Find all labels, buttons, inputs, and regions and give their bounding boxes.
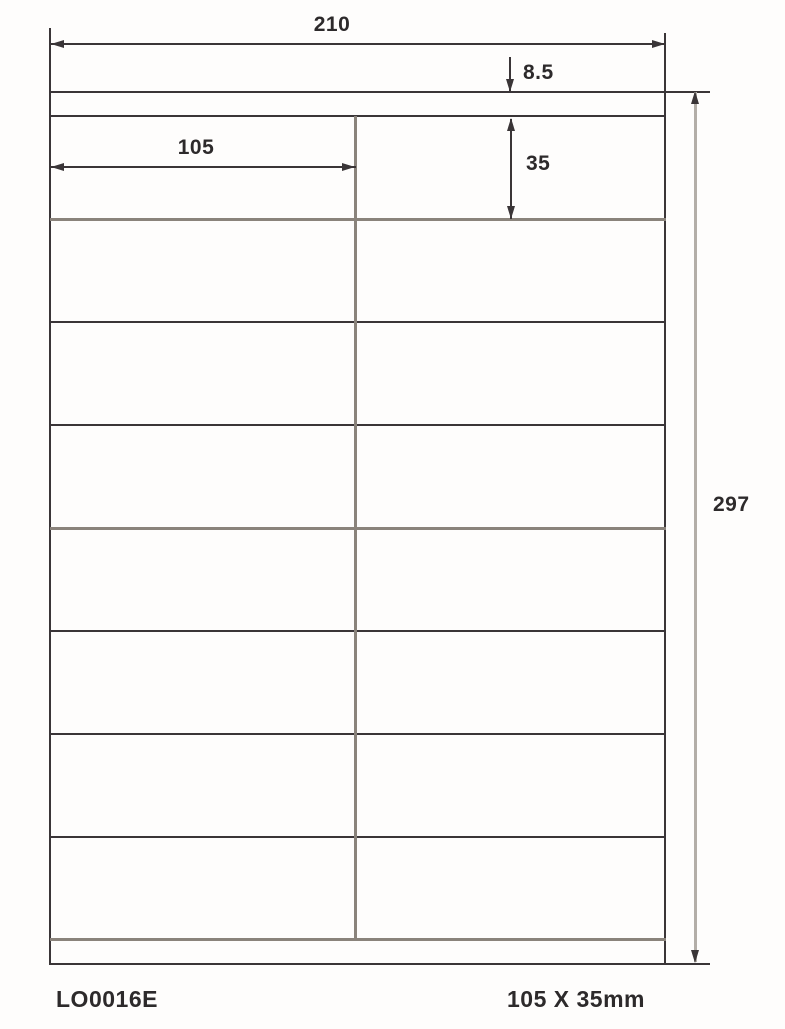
dimension-line <box>694 92 697 962</box>
column-divider <box>354 116 357 941</box>
label-size: 105 X 35mm <box>507 986 645 1012</box>
row-divider <box>50 630 666 632</box>
label-width-value: 105 <box>177 136 215 159</box>
dimension-line <box>50 166 356 168</box>
grid-bottom-line <box>50 938 666 941</box>
page-height-value: 297 <box>713 493 750 516</box>
row-divider <box>50 424 666 426</box>
row-divider <box>50 836 666 838</box>
row-divider <box>50 218 666 221</box>
arrow-down-icon <box>507 206 515 219</box>
product-code: LO0016E <box>56 986 158 1012</box>
page-width-value: 210 <box>313 13 351 36</box>
row-divider <box>50 321 666 323</box>
arrow-left-icon <box>51 163 64 171</box>
arrow-right-icon <box>342 163 355 171</box>
arrow-up-icon <box>507 118 515 131</box>
dimension-line <box>510 119 512 219</box>
arrow-up-icon <box>691 91 699 104</box>
arrow-left-icon <box>51 40 64 48</box>
top-margin-value: 8.5 <box>523 61 554 84</box>
grid-top-line <box>50 115 666 117</box>
sheet-bottom-border <box>50 963 710 965</box>
dimension-line <box>50 43 666 45</box>
row-divider <box>50 527 666 530</box>
row-divider <box>50 733 666 735</box>
arrow-down-icon <box>506 79 514 92</box>
arrow-right-icon <box>652 40 665 48</box>
arrow-down-icon <box>691 950 699 963</box>
sheet-right-border <box>664 33 666 965</box>
sheet-top-border <box>50 91 710 93</box>
label-height-value: 35 <box>526 152 551 175</box>
